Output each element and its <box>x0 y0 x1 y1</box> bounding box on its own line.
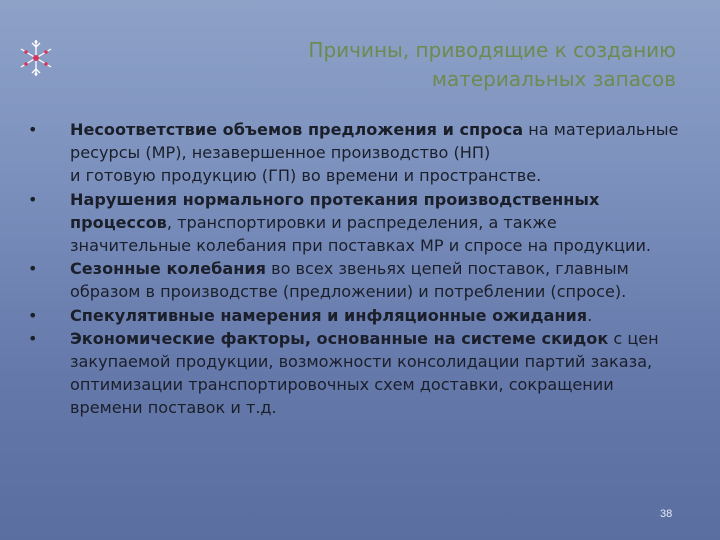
bullet-line <box>70 373 713 396</box>
bullet-text: оптимизации транспортировочных схем доставки, сокращении <box>70 375 614 395</box>
bullet-line <box>70 141 713 164</box>
bullet-line <box>70 188 713 211</box>
list-item <box>28 304 713 327</box>
bullet-line <box>70 118 713 141</box>
bullet-line <box>70 280 713 303</box>
list-item <box>28 327 713 420</box>
bullet-text: . <box>587 305 593 325</box>
list-item <box>28 188 713 258</box>
bullet-icon: • <box>28 120 38 139</box>
bullet-line <box>70 211 713 234</box>
bullet-text: во всех звеньях цепей поставок, главным <box>265 259 629 279</box>
bullet-text: значительные колебания при поставках МР и спросе на продукции. <box>70 236 652 256</box>
bullet-text: на материальные <box>523 120 679 139</box>
bullet-text: образом в производстве (предложении) и потреблении (спросе). <box>70 282 627 302</box>
list-item <box>28 118 713 188</box>
bullet-bold-text: Спекулятивные намерения и инфляционные ожидания <box>70 305 588 325</box>
slide-title-line-2: материальных запасов <box>431 67 676 91</box>
bullet-text: и готовую продукцию (ГП) во времени и пространстве. <box>70 166 542 186</box>
bullet-line <box>70 304 713 327</box>
page-number: 38 <box>660 508 673 520</box>
bullet-icon: • <box>28 189 38 209</box>
bullet-line <box>70 234 713 257</box>
bullet-icon: • <box>28 328 38 348</box>
snowflake-ornament-icon <box>18 38 54 78</box>
bullet-icon: • <box>28 259 38 279</box>
slide-title <box>200 36 676 94</box>
bullet-text: времени поставок и т.д. <box>70 398 277 418</box>
list-item <box>28 257 713 303</box>
bullet-text: закупаемой продукции, возможности консолидации партий заказа, <box>70 352 653 372</box>
bullet-text: ресурсы (МР), незавершенное производство (НП) <box>70 143 491 163</box>
slide-title-line-1: Причины, приводящие к созданию <box>308 38 676 62</box>
bullet-line <box>70 396 713 419</box>
bullet-line <box>70 327 713 350</box>
bullet-line <box>70 350 713 373</box>
bullet-line <box>70 257 713 280</box>
bullet-icon: • <box>28 305 38 325</box>
bullet-bold-text: Несоответствие объемов предложения и спроса <box>70 120 524 139</box>
bullet-line <box>70 164 713 187</box>
bullet-list <box>28 118 713 420</box>
bullet-text: с цен <box>608 328 659 348</box>
bullet-text: , транспортировки и распределения, а также <box>166 212 557 232</box>
bullet-bold-text: Сезонные колебания <box>70 259 266 279</box>
bullet-bold-text: Экономические факторы, основанные на системе скидок <box>70 328 609 348</box>
bullet-bold-text: Нарушения нормального протекания производственных <box>70 189 600 209</box>
bullet-bold-text: процессов <box>70 212 167 232</box>
